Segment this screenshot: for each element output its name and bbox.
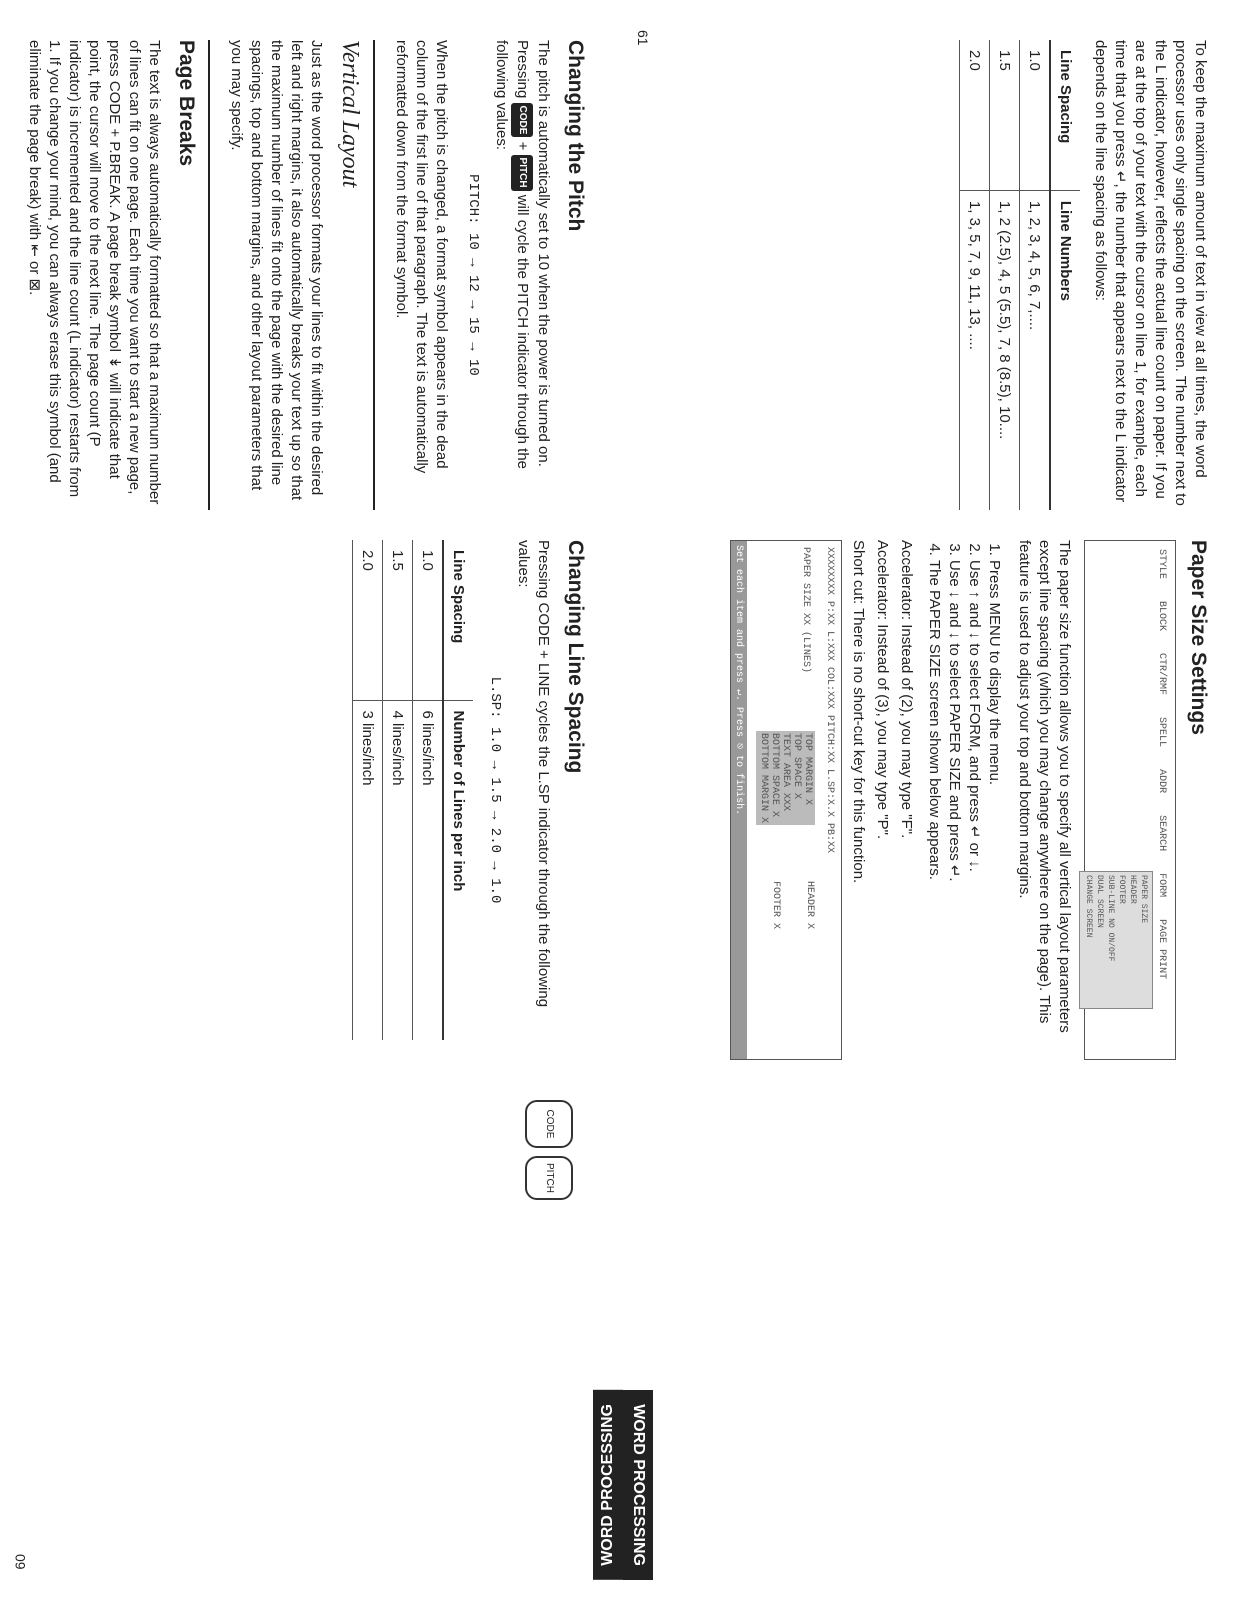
- line-spacing-table: [352, 540, 473, 1040]
- shortcut: Short cut: There is no short-cut key for this function.: [850, 540, 867, 884]
- menu-bar: STYLE BLOCK CTR/RMF SPELL ADDR SEARCH FORM PAGE PRINT: [1156, 549, 1167, 980]
- table-header: Number of Lines per inch: [443, 700, 473, 1040]
- line-numbers-table: [959, 40, 1080, 510]
- left-column-2: [352, 540, 587, 1040]
- left-column-1: [14, 40, 587, 510]
- vertical-layout-para: Just as the word processor formats your lines to fit within the desired left and right margins, it also automatically breaks your text up so that the maximum number of lines fit onto the page with the desired line spacings, top and bottom margins, and other layout parameters that you may specify.: [228, 40, 325, 501]
- page-number: 61: [635, 30, 651, 46]
- word-processing-banner: WORD PROCESSING: [593, 1390, 623, 1580]
- margin-fields: TOP MARGIN X TOP SPACE X TEXT AREA XXX BOTTOM SPACE X BOTTOM MARGIN X: [758, 733, 813, 824]
- word-processing-banner: WORD PROCESSING: [623, 1390, 653, 1580]
- table-row: 1.0 1, 2, 3, 4, 5, 6, 7,....: [1020, 40, 1051, 510]
- table-row: 1.5 1, 2 (2.5), 4, 5 (5.5), 7, 8 (8.5), 10....: [990, 40, 1020, 510]
- page-number: 60: [12, 1554, 28, 1570]
- table-row: 2.0 1, 3, 5, 7, 9, 11, 13, ....: [960, 40, 990, 510]
- paper-size-para: The paper size function allows you to specify all vertical layout parameters except line spacing (which you may change anywhere on the page). This feature is used to adjust your top and bottom margins.: [1016, 540, 1073, 1033]
- lsp-sequence: L.SP: 1.0 → 1.5 → 2.0 → 1.0: [487, 676, 503, 904]
- accelerator-2: Accelerator: Instead of (3), you may type "P".: [874, 540, 891, 840]
- code-pitch-key-illustration: [513, 1100, 583, 1200]
- code-key-icon: CODE: [511, 103, 533, 138]
- pitch-sequence: PITCH: 10 → 12 → 15 → 10: [465, 174, 481, 376]
- intro-para: To keep the maximum amount of text in view at all times, the word processor uses only single spacing on the screen. The number next to the L indicator, however, reflects the actual line count on paper. If you are at the top of your text with the cursor on line 1, for example, each time that you press ↵, the number that appears next to the L indicator depends on the line spacing as follows:: [1092, 40, 1209, 506]
- right-column-1: [959, 40, 1210, 510]
- table-header: Line Spacing: [443, 540, 473, 700]
- right-page: [623, 0, 1246, 1600]
- pitch-para-2: When the pitch is changed, a format symbol appears in the dead column of the first line of that paragraph. The text is automatically reformatted down from the format symbol.: [393, 40, 450, 474]
- heading-vertical-layout: Vertical Layout: [337, 40, 363, 188]
- page-breaks-para: The text is always automatically formatted so that a maximum number of lines can fit on one page. Each time you want to start a new page, press CODE + P.BREAK. A page break symbol ↡ will indicate that point, the cursor will move to the next line. The page count (P indicator) is incremented and the line count (L indicator) restarts from 1. If you change your mind, you can always erase this symbol (and eliminate the page break) with ⇤ or ⊠.: [26, 40, 163, 505]
- line-spacing-para: Pressing CODE + LINE cycles the L.SP indicator through the following values:: [515, 540, 552, 1008]
- heading-page-breaks: Page Breaks: [175, 40, 198, 167]
- menu-screen: [1084, 540, 1176, 1060]
- pitch-key-icon: PITCH: [511, 155, 533, 191]
- pitch-key-icon: PITCH: [525, 1156, 573, 1200]
- divider: [373, 40, 375, 510]
- right-column-2: [730, 540, 1210, 1060]
- code-key-icon: CODE: [525, 1100, 573, 1148]
- table-header: Line Numbers: [1050, 190, 1080, 510]
- paper-size-screen: XXXXXXXX P:XX L:XXX COL:XXX PITCH:XX L.SP:X.X PB:XX PAPER SIZE XX (LINES) TOP MARGIN X TOP SPACE X TEXT AREA XXX BOTTOM SPACE X BOTTOM MARGIN X HEADER X FOOTER X Set each item and press ↵. Press ⎋ to finish.: [730, 540, 842, 1060]
- divider: [208, 40, 210, 510]
- table-row: 1.0 6 lines/inch: [413, 540, 444, 1040]
- steps-list: 1. Press MENU to display the menu. 2. Use ↑ and ↓ to select FORM, and press ↵ or ↓. 3. Use ↓ and ↓ to select PAPER SIZE and press ↵. 4. The PAPER SIZE screen shown below appears.: [924, 540, 1004, 1060]
- form-menu: PAPER SIZE HEADER FOOTER SUB-LINE NO ON/OFF DUAL SCREEN CHANGE SCREEN: [1079, 871, 1153, 1009]
- table-row: 2.0 3 lines/inch: [353, 540, 383, 1040]
- heading-changing-line-spacing: Changing Line Spacing: [564, 540, 587, 774]
- pitch-para-1: The pitch is automatically set to 10 when the power is turned on. Pressing CODE + PITCH will cycle the PITCH indicator through the following values:: [493, 40, 552, 470]
- table-row: 1.5 4 lines/inch: [383, 540, 413, 1040]
- heading-paper-size: Paper Size Settings: [1187, 540, 1210, 735]
- accelerator-1: Accelerator: Instead of (2), you may type "F".: [898, 540, 915, 839]
- table-header: Line Spacing: [1050, 40, 1080, 190]
- heading-changing-pitch: Changing the Pitch: [564, 40, 587, 232]
